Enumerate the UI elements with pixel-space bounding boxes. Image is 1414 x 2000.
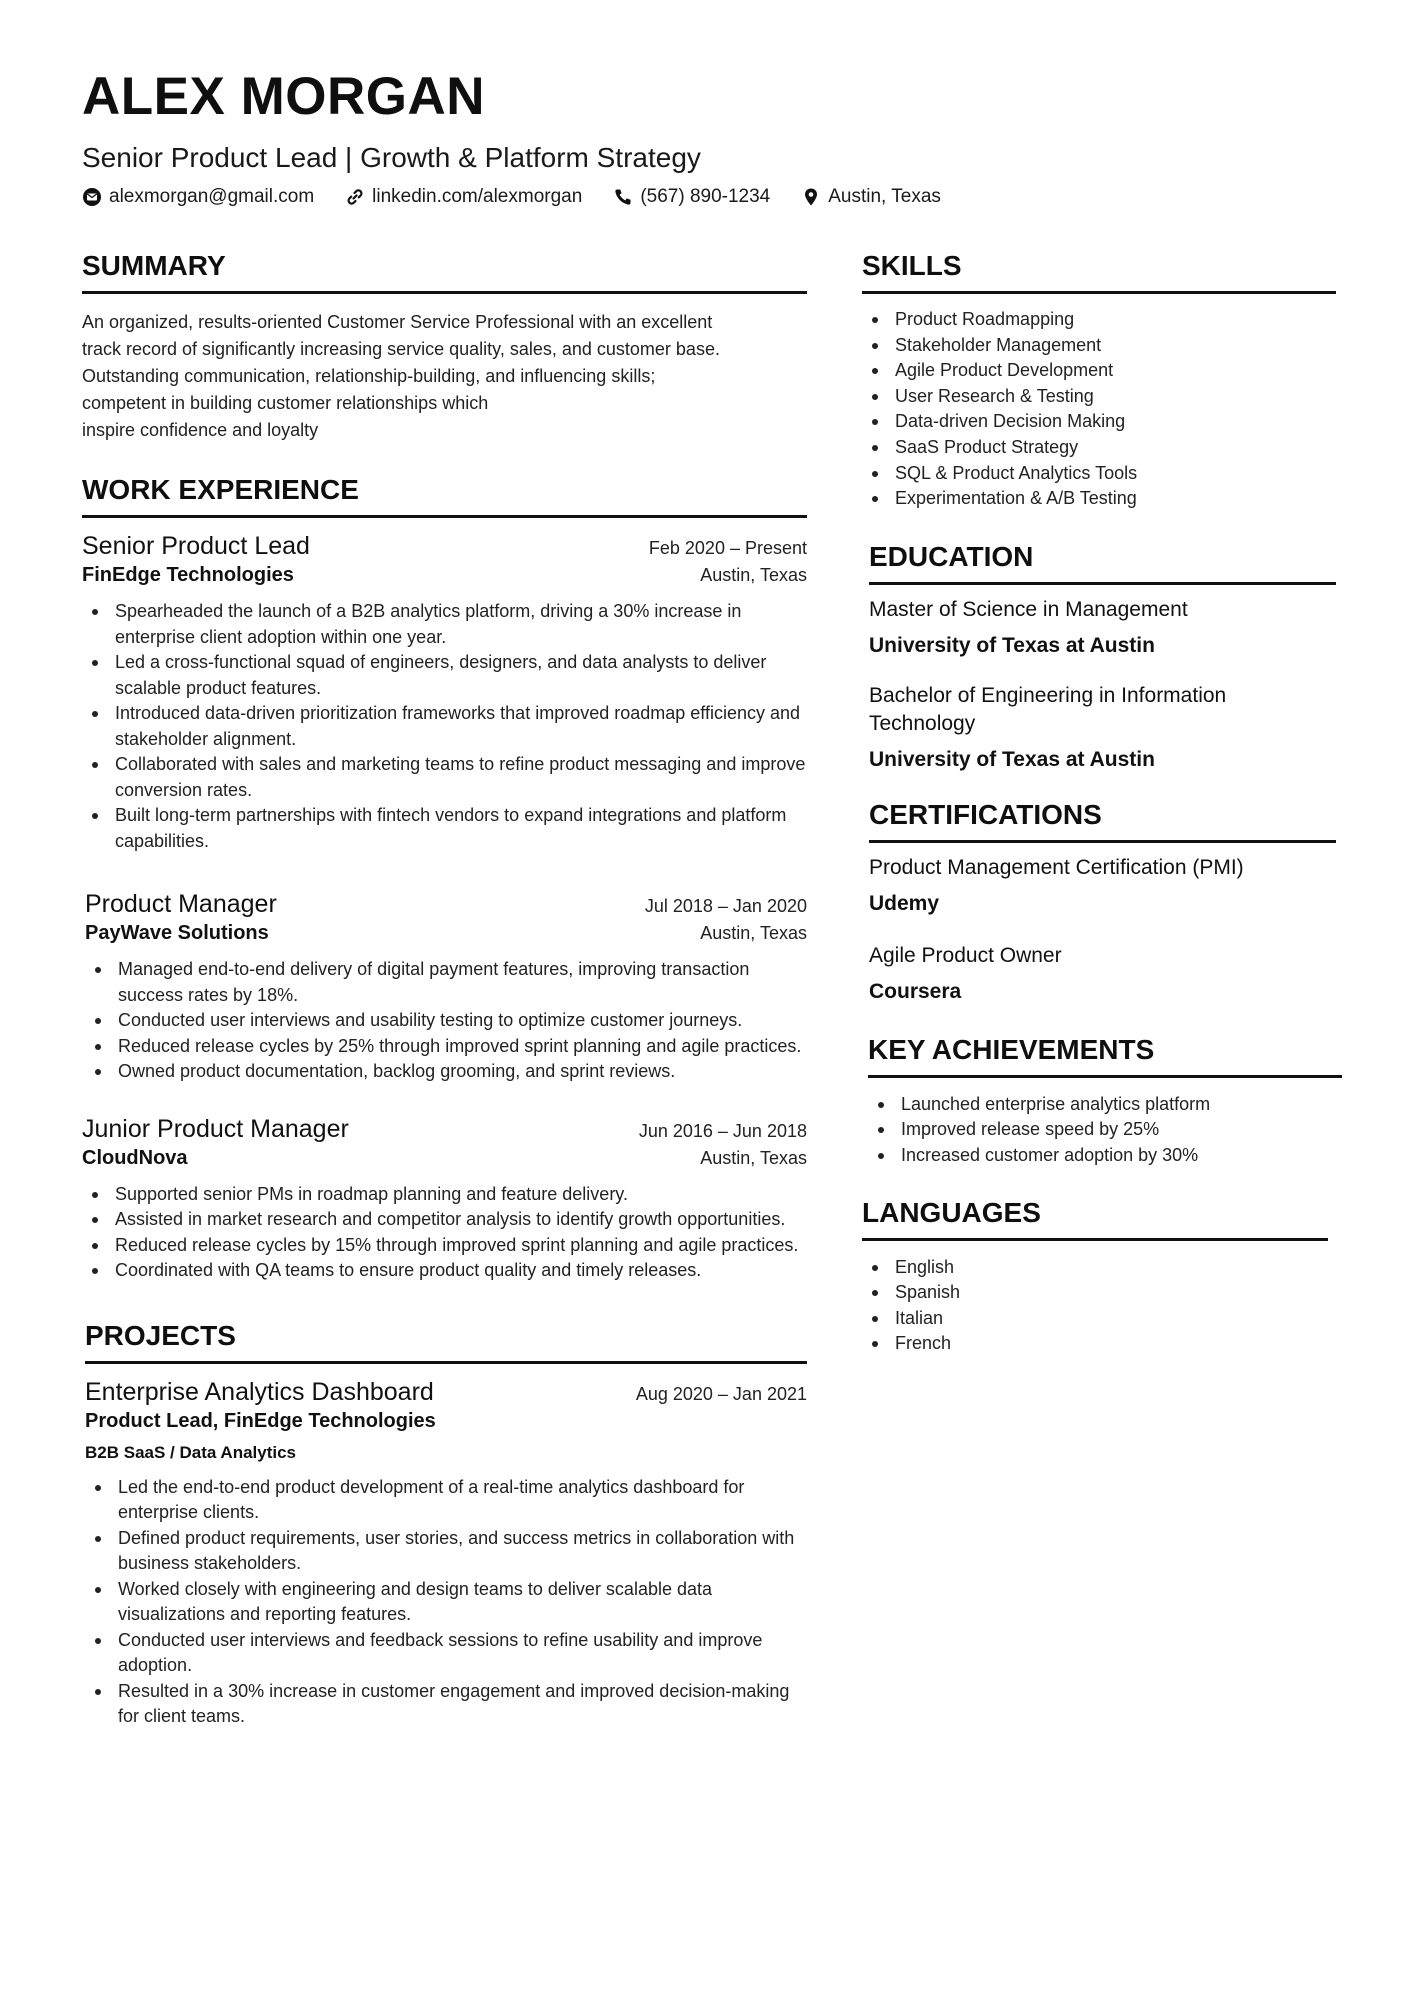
- summary-line: inspire confidence and loyalty: [82, 420, 319, 440]
- job-company: PayWave Solutions: [85, 922, 269, 944]
- job-location: Austin, Texas: [700, 565, 807, 585]
- list-item: Product Roadmapping: [862, 307, 1336, 333]
- list-item: Coordinated with QA teams to ensure product quality and timely releases.: [82, 1258, 807, 1284]
- summary-section: [82, 250, 807, 444]
- list-item: Owned product documentation, backlog grooming, and sprint reviews.: [85, 1059, 807, 1085]
- location-pin-icon: [801, 187, 821, 207]
- job-role: Junior Product Manager: [82, 1114, 349, 1143]
- summary-line: track record of significantly increasing service quality, sales, and customer base.: [82, 339, 720, 359]
- project-bullets: [85, 1475, 807, 1730]
- section-title-projects: PROJECTS: [85, 1320, 807, 1364]
- contact-linkedin[interactable]: [345, 186, 582, 208]
- location-text: Austin, Texas: [828, 186, 941, 207]
- certification-entry: [869, 942, 1336, 1006]
- list-item: SQL & Product Analytics Tools: [862, 461, 1336, 487]
- list-item: Stakeholder Management: [862, 333, 1336, 359]
- certification-issuer: Coursera: [869, 979, 962, 1003]
- contact-location: [801, 186, 941, 208]
- job-bullets: [85, 957, 807, 1085]
- section-title-certifications: CERTIFICATIONS: [869, 799, 1336, 843]
- list-item: Italian: [862, 1306, 1328, 1332]
- job-location: Austin, Texas: [700, 1147, 807, 1168]
- list-item: Defined product requirements, user stories, and success metrics in collaboration with business stakeholders.: [85, 1526, 807, 1577]
- phone-text: (567) 890-1234: [640, 186, 771, 207]
- list-item: Supported senior PMs in roadmap planning and feature delivery.: [82, 1182, 807, 1208]
- list-item: Agile Product Development: [862, 358, 1336, 384]
- list-item: English: [862, 1255, 1328, 1281]
- job-location: Austin, Texas: [700, 923, 807, 943]
- certification-entry: [869, 854, 1336, 918]
- degree-title: Bachelor of Engineering in Information Technology: [869, 683, 1227, 735]
- achievements-section: [862, 1034, 1342, 1169]
- list-item: Reduced release cycles by 15% through improved sprint planning and agile practices.: [82, 1233, 807, 1259]
- list-item: Assisted in market research and competitor analysis to identify growth opportunities.: [82, 1207, 807, 1233]
- languages-list: [862, 1255, 1328, 1357]
- section-title-summary: SUMMARY: [82, 250, 807, 294]
- linkedin-text: linkedin.com/alexmorgan: [372, 186, 583, 207]
- list-item: Conducted user interviews and usability testing to optimize customer journeys.: [85, 1008, 807, 1034]
- list-item: User Research & Testing: [862, 384, 1336, 410]
- list-item: Built long-term partnerships with fintech vendors to expand integrations and platform capabilities.: [82, 803, 807, 854]
- list-item: Introduced data-driven prioritization frameworks that improved roadmap efficiency and stakeholder alignment.: [82, 701, 807, 752]
- link-icon: [345, 187, 365, 207]
- list-item: Reduced release cycles by 25% through improved sprint planning and agile practices.: [85, 1034, 807, 1060]
- section-title-experience: WORK EXPERIENCE: [82, 474, 807, 518]
- email-icon: [82, 187, 102, 207]
- education-entry: [869, 682, 1336, 774]
- section-title-skills: SKILLS: [862, 250, 1336, 294]
- list-item: Managed end-to-end delivery of digital payment features, improving transaction success rates by 18%.: [85, 957, 807, 1008]
- project-role: Product Lead, FinEdge Technologies: [85, 1409, 436, 1432]
- degree-title: Master of Science in Management: [869, 597, 1188, 621]
- list-item: SaaS Product Strategy: [862, 435, 1336, 461]
- section-title-achievements: KEY ACHIEVEMENTS: [868, 1034, 1342, 1078]
- project-name: Enterprise Analytics Dashboard: [85, 1377, 434, 1406]
- candidate-name: ALEX MORGAN: [82, 67, 485, 126]
- section-title-education: EDUCATION: [869, 541, 1336, 585]
- skills-list: [862, 307, 1336, 512]
- school-name: University of Texas at Austin: [869, 747, 1155, 771]
- list-item: Led the end-to-end product development of a real-time analytics dashboard for enterprise clients.: [85, 1475, 807, 1526]
- list-item: Increased customer adoption by 30%: [868, 1143, 1342, 1169]
- languages-section: [862, 1197, 1328, 1357]
- list-item: Spanish: [862, 1280, 1328, 1306]
- job-entry: [82, 890, 807, 1085]
- certification-name: Agile Product Owner: [869, 943, 1062, 967]
- project-domain: B2B SaaS / Data Analytics: [85, 1442, 297, 1462]
- job-role: Product Manager: [85, 890, 277, 918]
- job-entry: [82, 532, 807, 854]
- job-entry: [82, 1115, 807, 1284]
- email-text: alexmorgan@gmail.com: [109, 186, 315, 207]
- job-company: CloudNova: [82, 1146, 188, 1169]
- list-item: Launched enterprise analytics platform: [868, 1092, 1342, 1118]
- list-item: Spearheaded the launch of a B2B analytics platform, driving a 30% increase in enterprise client adoption within one year.: [82, 599, 807, 650]
- list-item: Led a cross-functional squad of engineers, designers, and data analysts to deliver scalable product features.: [82, 650, 807, 701]
- certification-issuer: Udemy: [869, 891, 940, 915]
- education-entry: [869, 596, 1336, 660]
- job-company: FinEdge Technologies: [82, 564, 294, 586]
- left-column: [82, 250, 807, 1730]
- contact-bar: [82, 186, 972, 208]
- job-dates: Jun 2016 – Jun 2018: [638, 1120, 807, 1141]
- contact-email[interactable]: [82, 186, 314, 208]
- list-item: Conducted user interviews and feedback sessions to refine usability and improve adoption.: [85, 1628, 807, 1679]
- project-dates: Aug 2020 – Jan 2021: [635, 1383, 807, 1404]
- summary-line: Outstanding communication, relationship-building, and influencing skills;: [82, 366, 656, 386]
- job-dates: Feb 2020 – Present: [648, 538, 807, 558]
- summary-text: [82, 309, 807, 444]
- projects-section: [82, 1320, 807, 1730]
- certifications-section: [862, 799, 1336, 1006]
- contact-phone[interactable]: [613, 186, 770, 208]
- list-item: French: [862, 1331, 1328, 1357]
- job-bullets: [82, 599, 807, 854]
- job-role: Senior Product Lead: [82, 532, 310, 560]
- list-item: Data-driven Decision Making: [862, 409, 1336, 435]
- section-title-languages: LANGUAGES: [862, 1197, 1328, 1241]
- achievements-list: [868, 1092, 1342, 1169]
- list-item: Resulted in a 30% increase in customer engagement and improved decision-making for client teams.: [85, 1679, 807, 1730]
- skills-section: [862, 250, 1336, 512]
- job-bullets: [82, 1182, 807, 1284]
- experience-section: [82, 474, 807, 1284]
- list-item: Experimentation & A/B Testing: [862, 486, 1336, 512]
- phone-icon: [613, 187, 633, 207]
- summary-line: competent in building customer relationships which: [82, 393, 489, 413]
- list-item: Collaborated with sales and marketing teams to refine product messaging and improve conversion rates.: [82, 752, 807, 803]
- candidate-headline: Senior Product Lead | Growth & Platform Strategy: [82, 142, 701, 173]
- project-entry: [85, 1378, 807, 1730]
- education-section: [862, 541, 1336, 774]
- summary-line: An organized, results-oriented Customer Service Professional with an excellent: [82, 312, 713, 332]
- school-name: University of Texas at Austin: [869, 633, 1155, 657]
- list-item: Worked closely with engineering and design teams to deliver scalable data visualizations and reporting features.: [85, 1577, 807, 1628]
- list-item: Improved release speed by 25%: [868, 1117, 1342, 1143]
- certification-name: Product Management Certification (PMI): [869, 855, 1244, 879]
- right-column: [862, 250, 1336, 1357]
- job-dates: Jul 2018 – Jan 2020: [644, 896, 807, 916]
